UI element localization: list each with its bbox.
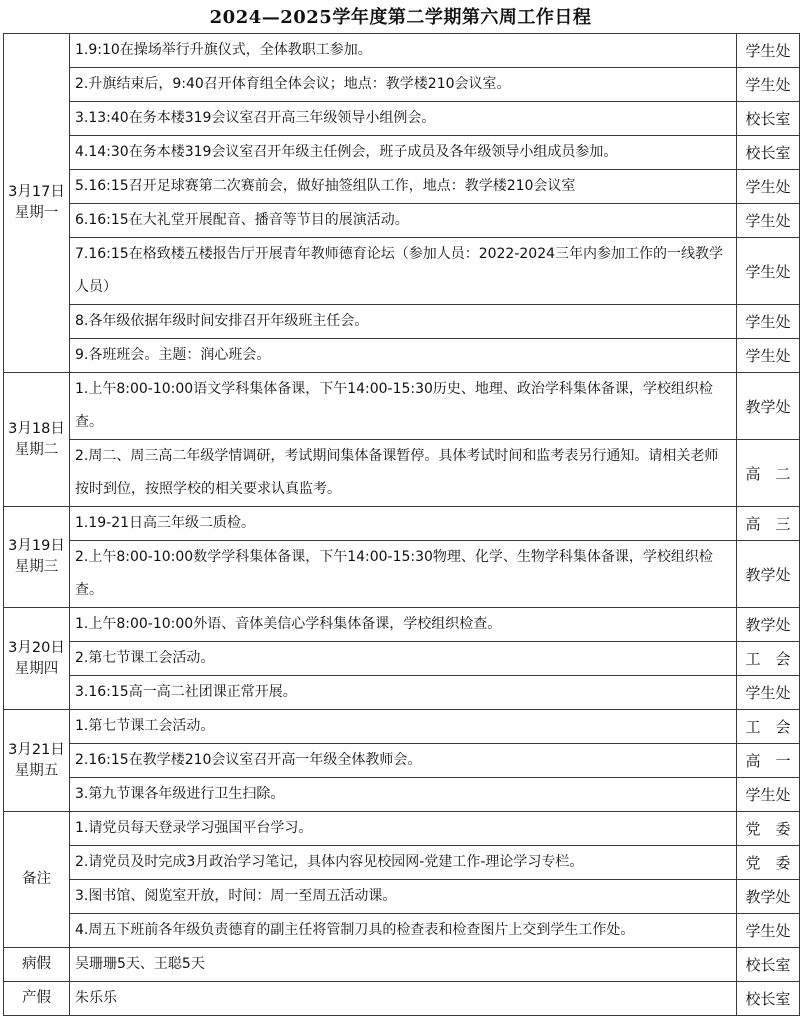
table-row (4, 339, 800, 373)
schedule-item: 7.16:15在格致楼五楼报告厅开展青年教师德育论坛（参加人员：2022-2024三年内参加工作的一线教学人员） (70, 238, 737, 305)
sick-leave-label: 病假 (4, 948, 70, 982)
sick-leave-names: 吴珊珊5天、王聪5天 (70, 948, 737, 982)
table-row (4, 305, 800, 339)
department-cell: 学生处 (737, 305, 800, 339)
schedule-item: 3.13:40在务本楼319会议室召开高三年级领导小组例会。 (70, 102, 737, 136)
day-weekday: 星期二 (14, 441, 59, 458)
table-row (4, 541, 800, 608)
day-weekday: 星期一 (14, 205, 59, 221)
day-date: 3月18日 (8, 420, 65, 437)
table-row (4, 948, 800, 982)
table-row (4, 608, 800, 642)
schedule-table (3, 33, 800, 1016)
schedule-item: 2.升旗结束后，9:40召开体育组全体会议；地点：教学楼210会议室。 (70, 68, 737, 102)
table-row (4, 507, 800, 541)
maternity-leave-names: 朱乐乐 (70, 982, 737, 1016)
schedule-item: 2.周二、周三高二年级学情调研，考试期间集体备课暂停。具体考试时间和监考表另行通知。请相关老师按时到位，按照学校的相关要求认真监考。 (70, 440, 737, 507)
department-cell: 高 二 (737, 440, 800, 507)
schedule-item: 9.各班班会。主题：润心班会。 (70, 339, 737, 373)
day-weekday: 星期三 (14, 559, 59, 575)
schedule-item: 1.19-21日高三年级二质检。 (70, 507, 737, 541)
table-row (4, 880, 800, 914)
department-cell: 校长室 (737, 102, 800, 136)
department-cell: 教学处 (737, 880, 800, 914)
department-cell: 校长室 (737, 982, 800, 1016)
department-cell: 学生处 (737, 170, 800, 204)
table-row (4, 778, 800, 812)
department-cell: 学生处 (737, 204, 800, 238)
schedule-item: 2.第七节课工会活动。 (70, 642, 737, 676)
department-cell: 教学处 (737, 608, 800, 642)
schedule-item: 2.16:15在教学楼210会议室召开高一年级全体教师会。 (70, 744, 737, 778)
table-row (4, 710, 800, 744)
day-date: 3月19日 (8, 538, 65, 554)
department-cell: 学生处 (737, 68, 800, 102)
table-row (4, 238, 800, 305)
department-cell: 学生处 (737, 778, 800, 812)
department-cell: 教学处 (737, 541, 800, 608)
table-row (4, 642, 800, 676)
department-cell: 学生处 (737, 238, 800, 305)
note-item: 4.周五下班前各年级负责德育的副主任将管制刀具的检查表和检查图片上交到学生工作处。 (70, 914, 737, 948)
day-weekday: 星期四 (14, 660, 59, 677)
table-row (4, 440, 800, 507)
page-title: 2024—2025学年度第二学期第六周工作日程 (209, 7, 592, 28)
table-row (4, 846, 800, 880)
day-date: 3月20日 (8, 639, 65, 656)
day-weekday: 星期五 (14, 762, 59, 779)
table-row (4, 170, 800, 204)
schedule-item: 1.第七节课工会活动。 (70, 710, 737, 744)
department-cell: 党 委 (737, 846, 800, 880)
department-cell: 校长室 (737, 948, 800, 982)
schedule-item: 1.上午8:00-10:00语文学科集体备课，下午14:00-15:30历史、地理、政治学科集体备课，学校组织检查。 (70, 373, 737, 440)
schedule-item: 1.上午8:00-10:00外语、音体美信心学科集体备课，学校组织检查。 (70, 608, 737, 642)
schedule-item: 1.9:10在操场举行升旗仪式，全体教职工参加。 (70, 34, 737, 68)
schedule-item: 2.上午8:00-10:00数学学科集体备课，下午14:00-15:30物理、化学、生物学科集体备课，学校组织检查。 (70, 541, 737, 608)
table-row (4, 744, 800, 778)
table-row (4, 68, 800, 102)
table-row (4, 102, 800, 136)
department-cell: 校长室 (737, 136, 800, 170)
day-cell-monday (4, 34, 70, 373)
notes-label-cell: 备注 (4, 812, 70, 948)
table-row (4, 136, 800, 170)
schedule-item: 8.各年级依据年级时间安排召开年级班主任会。 (70, 305, 737, 339)
department-cell: 学生处 (737, 676, 800, 710)
day-cell-thursday (4, 608, 70, 710)
note-item: 3.图书馆、阅览室开放，时间：周一至周五活动课。 (70, 880, 737, 914)
day-date: 3月21日 (8, 741, 65, 758)
department-cell: 工 会 (737, 642, 800, 676)
table-row (4, 914, 800, 948)
table-row (4, 34, 800, 68)
department-cell: 学生处 (737, 914, 800, 948)
table-row (4, 982, 800, 1016)
schedule-item: 6.16:15在大礼堂开展配音、播音等节目的展演活动。 (70, 204, 737, 238)
day-date: 3月17日 (8, 184, 65, 200)
note-item: 2.请党员及时完成3月政治学习笔记，具体内容见校园网-党建工作-理论学习专栏。 (70, 846, 737, 880)
department-cell: 工 会 (737, 710, 800, 744)
department-cell: 党 委 (737, 812, 800, 846)
schedule-item: 3.16:15高一高二社团课正常开展。 (70, 676, 737, 710)
department-cell: 高 三 (737, 507, 800, 541)
department-cell: 学生处 (737, 339, 800, 373)
schedule-item: 3.第九节课各年级进行卫生扫除。 (70, 778, 737, 812)
department-cell: 高 一 (737, 744, 800, 778)
table-row (4, 812, 800, 846)
table-row (4, 676, 800, 710)
table-row (4, 373, 800, 440)
department-cell: 学生处 (737, 34, 800, 68)
department-cell: 教学处 (737, 373, 800, 440)
schedule-item: 4.14:30在务本楼319会议室召开年级主任例会，班子成员及各年级领导小组成员参加。 (70, 136, 737, 170)
note-item: 1.请党员每天登录学习强国平台学习。 (70, 812, 737, 846)
day-cell-wednesday (4, 507, 70, 608)
day-cell-tuesday (4, 373, 70, 507)
schedule-item: 5.16:15召开足球赛第二次赛前会，做好抽签组队工作，地点：教学楼210会议室 (70, 170, 737, 204)
maternity-leave-label: 产假 (4, 982, 70, 1016)
table-row (4, 204, 800, 238)
day-cell-friday (4, 710, 70, 812)
